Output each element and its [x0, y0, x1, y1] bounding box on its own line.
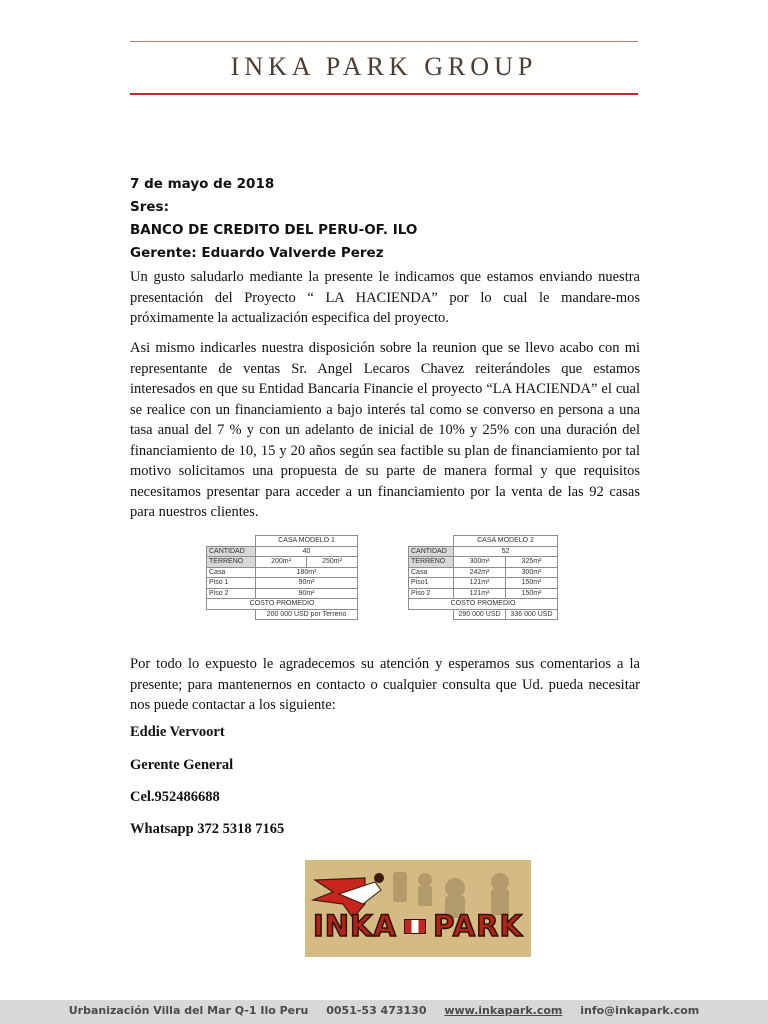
model-2-title: CASA MODELO 2: [454, 536, 558, 547]
model-2-costo-b: 336 000 USD: [506, 609, 558, 620]
company-letterhead: INKA PARK GROUP: [230, 52, 538, 81]
model-1-table: [206, 535, 358, 620]
logo-word-park: PARK: [433, 909, 523, 943]
model-1-costo-label: COSTO PROMEDIO: [207, 599, 358, 610]
model-2-costo-a: 290 000 USD: [454, 609, 506, 620]
salutation: Sres:: [130, 199, 169, 215]
model-2-table: [408, 535, 558, 620]
peru-flag-icon: [404, 919, 426, 934]
model-2-piso1-b: 150m²: [506, 578, 558, 589]
letterhead-top-rule: [130, 41, 638, 42]
model-1-piso1: 90m²: [256, 578, 358, 589]
model-1-casa-label: Casa: [207, 567, 256, 578]
model-2-piso2-label: Piso 2: [409, 588, 454, 599]
model-2-casa-label: Casa: [409, 567, 454, 578]
model-1-terreno-label: TERRENO: [207, 557, 256, 568]
signatory-phone: Cel.952486688: [130, 789, 220, 805]
model-1-piso2-label: Piso 2: [207, 588, 256, 599]
model-2-terreno-a: 300m²: [454, 557, 506, 568]
logo-word-inka: INKA: [313, 909, 397, 943]
model-2-casa-a: 242m²: [454, 567, 506, 578]
model-1-terreno-b: 250m²: [307, 557, 358, 568]
model-1-cantidad: 40: [256, 546, 358, 557]
model-2-terreno-label: TERRENO: [409, 557, 454, 568]
model-1-piso2: 90m²: [256, 588, 358, 599]
model-1-cantidad-label: CANTIDAD: [207, 546, 256, 557]
paragraph-financing: Asi mismo indicarles nuestra disposición sobre la reunion que se llevo acabo con mi representante de ventas Sr. Angel Lecaros Chavez reiterándoles que estamos interesados en que su Entidad Bancaria Financie el proyecto “LA HACIENDA” el cual se realice con un financiamiento a bajo interés tal como se converso en persona a una tasa anual del 7 % y con un adelanto de inicial de 10% y 25% con una duración del financiamiento de 10, 15 y 20 años según sea factible su plan de financiamiento por tal motivo solicitamos una propuesta de su parte de manera formal y que requisitos necesitamos presentar para acceder a un financiamiento por la venta de las 92 casas para nuestros clientes.: [130, 340, 640, 520]
model-1-terreno-a: 200m²: [256, 557, 307, 568]
footer-email[interactable]: info@inkapark.com: [580, 1004, 700, 1017]
model-2-cantidad: 52: [454, 546, 558, 557]
recipient-bank: BANCO DE CREDITO DEL PERU-OF. ILO: [130, 222, 418, 238]
model-2-piso2-b: 150m²: [506, 588, 558, 599]
model-2-piso2-a: 121m²: [454, 588, 506, 599]
model-2-costo-label: COSTO PROMEDIO: [409, 599, 558, 610]
footer-website-link[interactable]: www.inkapark.com: [444, 1004, 563, 1017]
model-1-title: CASA MODELO 1: [256, 536, 358, 547]
footer-address: Urbanización Villa del Mar Q-1 Ilo Peru: [68, 1004, 309, 1017]
model-2-casa-b: 300m²: [506, 567, 558, 578]
model-2-cantidad-label: CANTIDAD: [409, 546, 454, 557]
model-2-piso1-a: 121m²: [454, 578, 506, 589]
footer-phone: 0051-53 473130: [326, 1004, 427, 1017]
paragraph-closing: Por todo lo expuesto le agradecemos su atención y esperamos sus comentarios a la presente; para mantenernos en contacto o cualquier consulta que Ud. pueda necesitar nos puede contactar a los siguiente:: [130, 656, 640, 713]
logo-wordmark: [313, 909, 523, 943]
signatory-name: Eddie Vervoort: [130, 724, 225, 740]
model-2-piso1-label: Piso1: [409, 578, 454, 589]
footer-contact: [0, 1004, 768, 1017]
letter-date: 7 de mayo de 2018: [130, 176, 275, 192]
model-2-terreno-b: 325m²: [506, 557, 558, 568]
inka-park-logo: [305, 860, 531, 957]
recipient-manager: Gerente: Eduardo Valverde Perez: [130, 245, 384, 261]
signatory-title: Gerente General: [130, 757, 234, 773]
model-1-piso1-label: Piso 1: [207, 578, 256, 589]
signatory-whatsapp: Whatsapp 372 5318 7165: [130, 821, 285, 837]
model-1-casa: 180m²: [256, 567, 358, 578]
model-1-costo: 200 000 USD por Terreno: [256, 609, 358, 620]
letterhead-red-rule: [130, 93, 638, 95]
paragraph-intro: Un gusto saludarlo mediante la presente le indicamos que estamos enviando nuestra presentación del Proyecto “ LA HACIENDA” por lo cual le mandare-mos próximamente la actualización especifica del proyecto.: [130, 269, 640, 326]
